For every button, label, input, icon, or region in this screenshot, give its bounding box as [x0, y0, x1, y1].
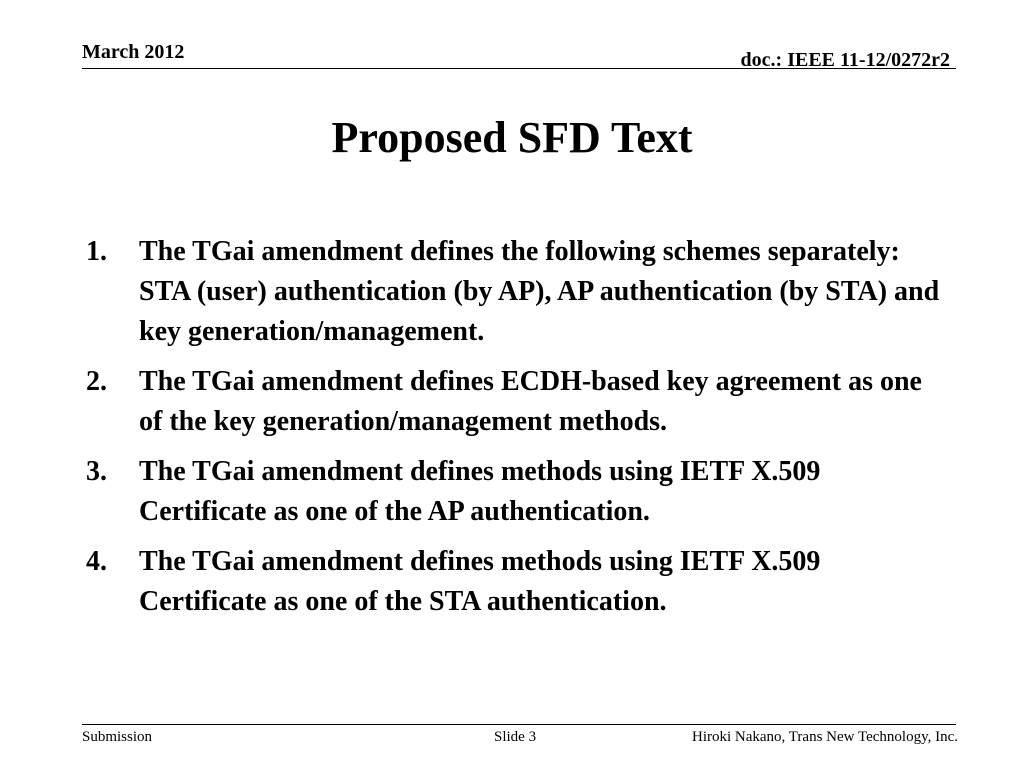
footer-slide-number: Slide 3 — [494, 729, 537, 745]
slide-title: Proposed SFD Text — [331, 113, 693, 162]
footer-divider — [82, 724, 956, 725]
list-item-text: The TGai amendment defines methods using IETF X.509 Certificate as one of the AP authentication. — [139, 456, 821, 527]
footer-submission: Submission — [82, 729, 153, 745]
list-item-number: 1. — [86, 236, 107, 267]
header-date: March 2012 — [82, 41, 185, 63]
list-item-text: The TGai amendment defines ECDH-based key agreement as one of the key generation/management methods. — [139, 366, 922, 437]
list-item — [86, 362, 946, 442]
list-item-text: The TGai amendment defines the following schemes separately: STA (user) authentication (by AP), AP authentication (by STA) and key generation/management. — [139, 236, 940, 347]
list-item-number: 3. — [86, 456, 107, 487]
list-item — [86, 452, 946, 532]
list-item — [86, 542, 946, 622]
list-item-number: 4. — [86, 546, 107, 577]
header-doc-id: doc.: IEEE 11-12/0272r2 — [740, 49, 950, 71]
numbered-list — [86, 232, 946, 632]
list-item-number: 2. — [86, 366, 107, 397]
footer-author: Hiroki Nakano, Trans New Technology, Inc. — [692, 729, 958, 745]
list-item-text: The TGai amendment defines methods using IETF X.509 Certificate as one of the STA authentication. — [139, 546, 821, 617]
list-item — [86, 232, 946, 352]
header-divider — [82, 68, 956, 69]
